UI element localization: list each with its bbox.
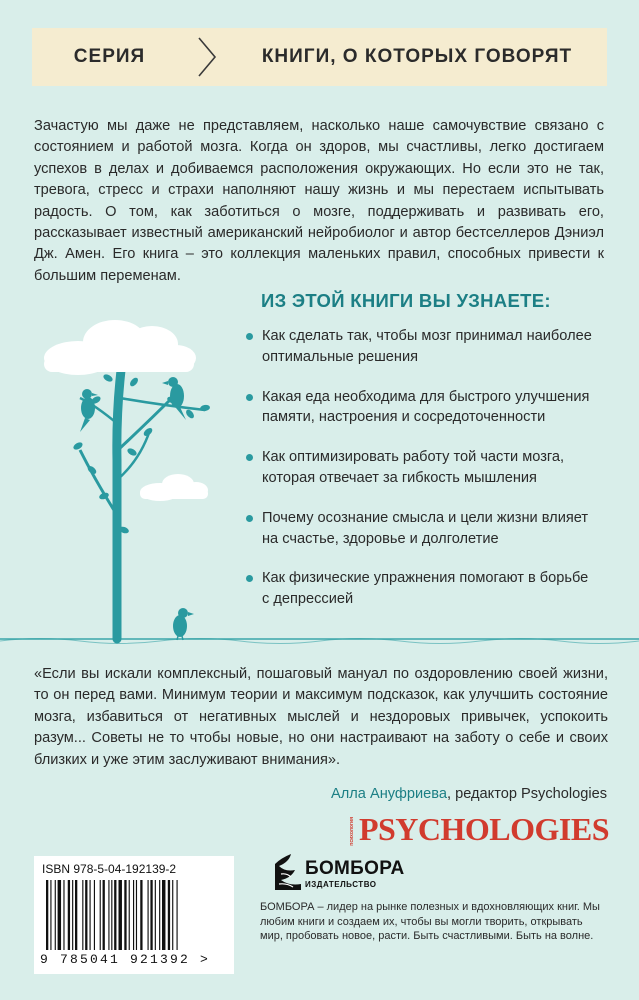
- learn-item: Как физические упражнения помогают в борьбе с депрессией: [246, 568, 596, 610]
- bird-left: [80, 389, 98, 432]
- quote-role: , редактор Psychologies: [447, 786, 607, 802]
- cloud-large: [44, 320, 196, 375]
- publisher-subtitle: ИЗДАТЕЛЬСТВО: [305, 880, 377, 889]
- learn-item: Как оптимизировать работу той части мозга, которая отвечает за гибкость мышления: [246, 447, 596, 489]
- intro-paragraph: Зачастую мы даже не представляем, насколько наше самочувствие связано с состоянием и работой мозга. Когда он здоров, мы счастливы, легко достигаем успехов в делах и добиваемся расположения окружающих. Но если это не так, тревога, стресс и страхи наполняют нашу жизнь и мы перестаем испытывать радость. О том, как заботиться о мозге, поддерживать и развивать его, рассказывает известный американский нейробиолог и автор бестселлеров Дэниэл Дж. Амен. Его книга – это коллекция маленьких правил, способных привести к большим переменам.: [34, 118, 604, 284]
- magazine-side-text: психология: [348, 817, 355, 846]
- cloud-small: [140, 474, 208, 501]
- bullet-dot-icon: [246, 333, 253, 340]
- learn-item: Почему осознание смысла и цели жизни влияет на счастье, здоровье и долголетие: [246, 508, 596, 550]
- barcode-box: [34, 856, 234, 974]
- learn-item: Какая еда необходима для быстрого улучшения памяти, настроения и сосредоточенности: [246, 387, 596, 429]
- bullet-dot-icon: [246, 394, 253, 401]
- bullet-dot-icon: [246, 515, 253, 522]
- publisher-description: БОМБОРА – лидер на рынке полезных и вдохновляющих книг. Мы любим книги и создаем их, чтобы вы могли творить, открывать мир, пробовать новое, расти. Быть счастливыми. Быть на волне.: [260, 901, 600, 943]
- magazine-name: PSYCHOLOGIES: [358, 811, 609, 847]
- barcode-digits: 9 785041 921392 >: [40, 952, 211, 967]
- bullet-dot-icon: [246, 575, 253, 582]
- learn-list: [246, 326, 596, 629]
- review-quote: «Если вы искали комплексный, пошаговый мануал по оздоровлению своей жизни, то он перед вами. Минимум теории и максимум подсказок, как улучшить состояние мозга, избавиться от негативных мыслей и нездоровых привычек, успокоить разум... Советы не то чтобы новые, но они настраивают на заботу о себе и своих близких и уже этим заслуживают внимания».: [34, 666, 608, 768]
- bird-ground: [173, 608, 194, 640]
- barcode-icon: [46, 880, 224, 950]
- learn-heading: ИЗ ЭТОЙ КНИГИ ВЫ УЗНАЕТЕ:: [261, 290, 551, 311]
- quote-attribution: [331, 786, 607, 802]
- publisher-name: БОМБОРА: [305, 858, 405, 879]
- bullet-dot-icon: [246, 454, 253, 461]
- psychologies-logo: [348, 811, 609, 848]
- learn-item: Как сделать так, чтобы мозг принимал наиболее оптимальные решения: [246, 326, 596, 368]
- series-name: КНИГИ, О КОТОРЫХ ГОВОРЯТ: [261, 46, 573, 67]
- bird-right: [162, 377, 186, 420]
- series-banner: [32, 28, 607, 86]
- isbn-text: ISBN 978-5-04-192139-2: [42, 862, 177, 876]
- bombora-wave-icon: [273, 850, 303, 892]
- series-label: СЕРИЯ: [73, 46, 146, 67]
- chevron-right-icon: [187, 36, 227, 78]
- quote-author: Алла Ануфриева: [331, 786, 447, 802]
